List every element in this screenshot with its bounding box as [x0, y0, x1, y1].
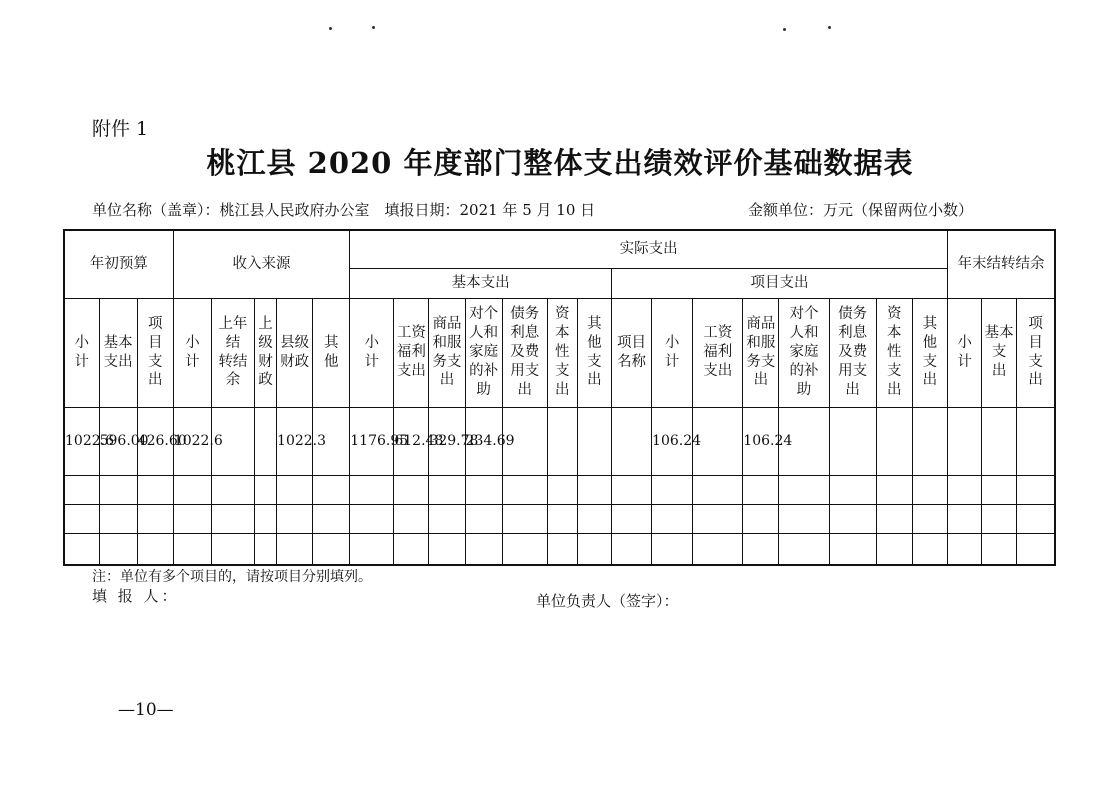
table-row-empty: [64, 504, 1055, 533]
table-cell: 612.48: [394, 407, 429, 475]
scan-speck: [329, 27, 332, 30]
col-actual-debt: 债务 利息 及费 用支 出: [502, 298, 547, 407]
header-income-source: 收入来源: [173, 230, 349, 298]
col-budget-subtotal: 小 计: [64, 298, 99, 407]
col-actual-goods: 商品 和服 务支 出: [429, 298, 465, 407]
col-income-superior: 上 级 财 政: [255, 298, 277, 407]
table-cell: [948, 407, 982, 475]
table-row-empty: [64, 533, 1055, 565]
col-budget-project: 项 目 支 出: [137, 298, 173, 407]
responsible-signature-label: 单位负责人（签字）：: [536, 592, 679, 610]
table-row-data: [64, 407, 1055, 475]
col-actual-subsidy: 对个 人和 家庭 的补 助: [465, 298, 502, 407]
table-cell: 1176.95: [350, 407, 394, 475]
col-actual-capital: 资 本 性 支 出: [547, 298, 577, 407]
col-project-name: 项目 名称: [611, 298, 651, 407]
table-cell: 329.78: [429, 407, 465, 475]
table-cell: 426.60: [137, 407, 173, 475]
col-actual-subtotal: 小 计: [350, 298, 394, 407]
unit-name-and-date: 单位名称（盖章）：桃江县人民政府办公室 填报日期：2021 年 5 月 10 日: [92, 201, 596, 219]
table-cell: [912, 407, 947, 475]
scan-speck: [828, 26, 831, 29]
col-project-subsidy: 对个 人和 家庭 的补 助: [779, 298, 829, 407]
col-income-other: 其 他: [313, 298, 350, 407]
amount-unit: 金额单位：万元（保留两位小数）: [748, 201, 974, 219]
table-cell: [1017, 407, 1055, 475]
scan-speck: [783, 28, 786, 31]
table-cell: [829, 407, 876, 475]
col-balance-subtotal: 小 计: [948, 298, 982, 407]
filler-signature-label: 填 报 人：: [92, 587, 180, 605]
table-cell: [255, 407, 277, 475]
col-project-goods: 商品 和服 务支 出: [743, 298, 779, 407]
col-balance-basic: 基本 支 出: [982, 298, 1017, 407]
expenditure-data-table: [63, 229, 1056, 566]
table-cell: [982, 407, 1017, 475]
table-cell: 596.00: [99, 407, 137, 475]
col-balance-project: 项 目 支 出: [1017, 298, 1055, 407]
table-cell: 1022.6: [173, 407, 211, 475]
document-title: 桃江县 2020 年度部门整体支出绩效评价基础数据表: [206, 146, 914, 180]
col-income-subtotal: 小 计: [173, 298, 211, 407]
page-number: —10—: [118, 700, 174, 720]
table-cell: [611, 407, 651, 475]
table-note: 注：单位有多个项目的，请按项目分别填列。: [92, 569, 372, 585]
table-cell: 234.69: [465, 407, 502, 475]
col-budget-basic: 基本 支出: [99, 298, 137, 407]
col-project-other: 其 他 支 出: [912, 298, 947, 407]
header-year-end-balance: 年末结转结余: [948, 230, 1055, 298]
header-initial-budget: 年初预算: [64, 230, 173, 298]
col-project-debt: 债务 利息 及费 用支 出: [829, 298, 876, 407]
col-project-capital: 资 本 性 支 出: [876, 298, 912, 407]
table-cell: 1022.6: [64, 407, 99, 475]
table-cell: [547, 407, 577, 475]
table-cell: [577, 407, 611, 475]
header-project-spend: 项目支出: [611, 268, 947, 298]
col-income-carryover: 上年 结 转结 余: [211, 298, 254, 407]
header-basic-spend: 基本支出: [350, 268, 612, 298]
table-cell: 106.24: [652, 407, 693, 475]
col-project-subtotal: 小 计: [652, 298, 693, 407]
scan-speck: [372, 26, 375, 29]
col-project-wage: 工资 福利 支出: [693, 298, 743, 407]
table-cell: 106.24: [743, 407, 779, 475]
col-income-county: 县级 财政: [277, 298, 313, 407]
table-cell: 1022.3: [277, 407, 313, 475]
col-actual-other: 其 他 支 出: [577, 298, 611, 407]
header-actual-spend: 实际支出: [350, 230, 948, 268]
col-actual-wage: 工资 福利 支出: [394, 298, 429, 407]
attachment-label: 附件 1: [92, 118, 149, 140]
table-row-empty: [64, 475, 1055, 504]
table-cell: [876, 407, 912, 475]
